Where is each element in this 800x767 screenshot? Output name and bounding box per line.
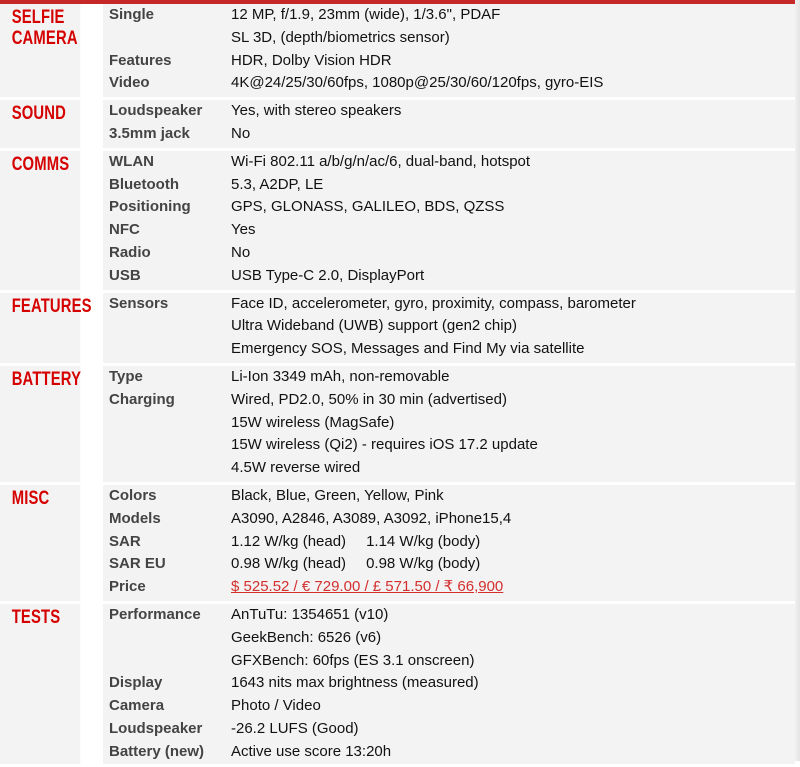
section-selfie-camera — [0, 4, 795, 99]
spec-value-charging-4: 4.5W reverse wired — [225, 457, 795, 483]
spec-label-performance: Performance — [103, 602, 225, 626]
spec-label-positioning: Positioning — [103, 196, 225, 219]
spec-label-display: Display — [103, 672, 225, 695]
spec-value-features: HDR, Dolby Vision HDR — [225, 50, 795, 73]
spec-label-radio: Radio — [103, 242, 225, 265]
spec-label-camera: Camera — [103, 695, 225, 718]
spec-value-test-loudspeaker: -26.2 LUFS (Good) — [225, 718, 795, 741]
spec-value-bluetooth: 5.3, A2DP, LE — [225, 174, 795, 197]
spec-value-charging: Wired, PD2.0, 50% in 30 min (advertised) — [225, 389, 795, 412]
spec-label-sar-eu: SAR EU — [103, 553, 225, 576]
sar-head-value: 1.12 W/kg (head) — [231, 532, 347, 550]
spec-value-colors: Black, Blue, Green, Yellow, Pink — [225, 483, 795, 507]
section-title-misc: MISC — [0, 483, 80, 602]
spec-value-wlan: Wi-Fi 802.11 a/b/g/n/ac/6, dual-band, hotspot — [225, 149, 795, 173]
spec-label-jack: 3.5mm jack — [103, 123, 225, 149]
spec-value-single: 12 MP, f/1.9, 23mm (wide), 1/3.6", PDAF — [225, 4, 795, 27]
sar-eu-body-value: 0.98 W/kg (body) — [366, 555, 481, 573]
spec-label-sensors: Sensors — [103, 291, 225, 315]
spec-label-charging: Charging — [103, 389, 225, 412]
spec-value-nfc: Yes — [225, 219, 795, 242]
specs-table — [0, 4, 795, 767]
spec-value-charging-2: 15W wireless (MagSafe) — [225, 412, 795, 435]
spec-value-positioning: GPS, GLONASS, GALILEO, BDS, QZSS — [225, 196, 795, 219]
spec-label-battery-new: Battery (new) — [103, 741, 225, 765]
spec-value-sar — [225, 531, 795, 554]
spec-value-loudspeaker: Yes, with stereo speakers — [225, 99, 795, 123]
spec-label-usb: USB — [103, 265, 225, 291]
spec-value-display: 1643 nits max brightness (measured) — [225, 672, 795, 695]
spec-value-radio: No — [225, 242, 795, 265]
section-battery — [0, 364, 795, 483]
section-comms — [0, 149, 795, 291]
section-sound — [0, 99, 795, 150]
spec-value-sar-eu — [225, 553, 795, 576]
section-title-tests: TESTS — [0, 602, 80, 765]
section-title-battery: BATTERY — [0, 364, 80, 483]
spec-value-models: A3090, A2846, A3089, A3092, iPhone15,4 — [225, 508, 795, 531]
sar-eu-head-value: 0.98 W/kg (head) — [231, 555, 347, 573]
sar-body-value: 1.14 W/kg (body) — [366, 532, 481, 550]
spec-value-sensors-2: Ultra Wideband (UWB) support (gen2 chip) — [225, 315, 795, 338]
section-title-features: FEATURES — [0, 291, 80, 364]
spec-value-sensors-3: Emergency SOS, Messages and Find My via satellite — [225, 338, 795, 364]
section-tests — [0, 602, 795, 765]
spec-label-colors: Colors — [103, 483, 225, 507]
spec-value-performance-2: GeekBench: 6526 (v6) — [225, 627, 795, 650]
section-title-line2: CAMERA — [11, 28, 78, 49]
spec-label-features: Features — [103, 50, 225, 73]
spec-label-type: Type — [103, 364, 225, 388]
price-link[interactable]: $ 525.52 / € 729.00 / £ 571.50 / ₹ 66,900 — [231, 578, 504, 596]
spec-value-performance-3: GFXBench: 60fps (ES 3.1 onscreen) — [225, 650, 795, 673]
spec-value-type: Li-Ion 3349 mAh, non-removable — [225, 364, 795, 388]
spec-value-usb: USB Type-C 2.0, DisplayPort — [225, 265, 795, 291]
spec-label-wlan: WLAN — [103, 149, 225, 173]
spec-label-sar: SAR — [103, 531, 225, 554]
section-title-comms: COMMS — [0, 149, 80, 291]
spec-label-bluetooth: Bluetooth — [103, 174, 225, 197]
spec-value-performance: AnTuTu: 1354651 (v10) — [225, 602, 795, 626]
spec-label-price: Price — [103, 576, 225, 602]
spec-value-sensors: Face ID, accelerometer, gyro, proximity, compass, barometer — [225, 291, 795, 315]
spec-value-charging-3: 15W wireless (Qi2) - requires iOS 17.2 update — [225, 434, 795, 457]
section-title-selfie-camera — [0, 4, 80, 99]
spec-value-video: 4K@24/25/30/60fps, 1080p@25/30/60/120fps, gyro-EIS — [225, 72, 795, 98]
spec-label-video: Video — [103, 72, 225, 98]
spec-label-nfc: NFC — [103, 219, 225, 242]
spec-value-camera: Photo / Video — [225, 695, 795, 718]
spec-value-single-2: SL 3D, (depth/biometrics sensor) — [225, 27, 795, 50]
section-title-sound: SOUND — [0, 99, 80, 150]
spec-value-battery-new[interactable]: Active use score 13:20h — [225, 741, 795, 765]
spec-value-jack: No — [225, 123, 795, 149]
section-title-line1: SELFIE — [11, 7, 65, 28]
spec-label-loudspeaker: Loudspeaker — [103, 99, 225, 123]
spec-label-test-loudspeaker: Loudspeaker — [103, 718, 225, 741]
page-edge — [795, 0, 800, 761]
section-features — [0, 291, 795, 364]
spec-label-models: Models — [103, 508, 225, 531]
specs-sheet — [0, 4, 795, 761]
spec-value-price — [225, 576, 795, 602]
spec-label-single: Single — [103, 4, 225, 27]
section-misc — [0, 483, 795, 602]
